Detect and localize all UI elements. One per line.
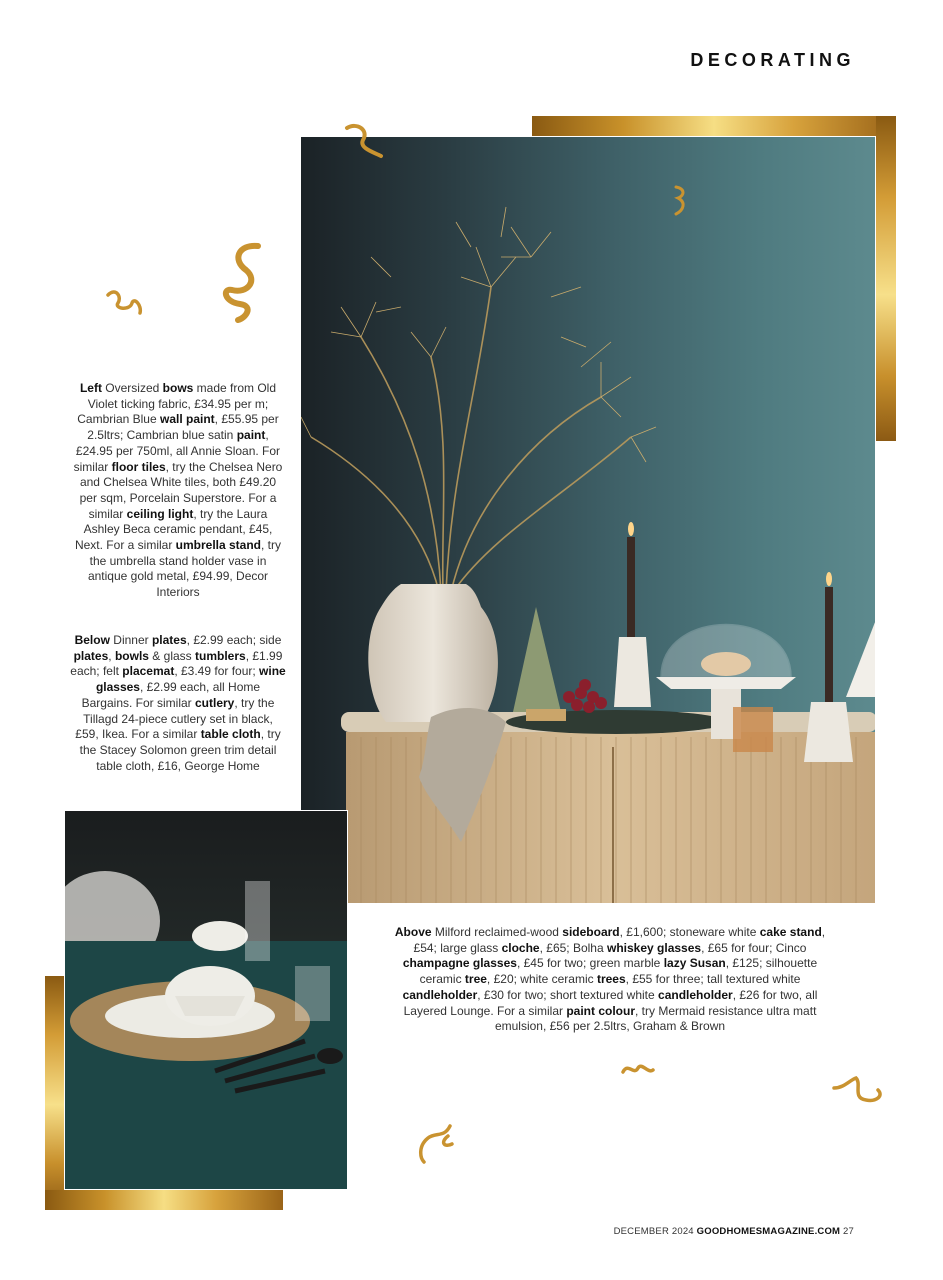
caption-text: Dinner [109, 633, 152, 647]
caption-text: Oversized [101, 381, 163, 395]
caption-text: , £2.99 each, all Home Bargains. For similar [81, 680, 261, 710]
caption-text: , try the Chelsea Nero and Chelsea White tiles, both £49.20 per sqm, Porcelain Superstore. For a similar [79, 459, 283, 521]
caption-product-term: wall paint [159, 412, 215, 427]
page-footer [614, 1226, 854, 1237]
caption-text: , £54; large glass [413, 925, 826, 955]
gold-ribbon-curl [670, 184, 692, 218]
caption-product-term: candleholder [402, 987, 478, 1002]
caption-text: , try the Laura Ashley Beca ceramic pendant, £45, Next. For a similar [74, 506, 273, 553]
caption-text: , £1.99 each; felt [70, 648, 283, 679]
issue-date: DECEMBER 2024 [613, 1226, 694, 1237]
caption-text: , try the Tillagd 24-piece cutlery set in black, £59, Ikea. For a similar [75, 695, 275, 742]
gold-ribbon-curl [414, 1122, 456, 1166]
gold-frame-bottom-left-horizontal [45, 1190, 283, 1210]
caption-product-term: champagne glasses [402, 956, 517, 971]
caption-text: , try the Stacey Solomon green trim detail table cloth, £16, George Home [79, 727, 281, 773]
caption-product-term: lazy Susan [663, 956, 726, 971]
caption-product-term: floor tiles [111, 459, 166, 474]
caption-product-term: trees [596, 972, 626, 987]
caption-product-term: candleholder [658, 987, 733, 1002]
caption-product-term: tree [464, 972, 487, 987]
caption-product-term: table cloth [200, 727, 261, 742]
section-title: DECORATING [690, 50, 855, 70]
caption-text: , £3.49 for four; [174, 664, 260, 679]
caption-product-term: sideboard [562, 925, 620, 939]
caption-product-term: plates [151, 633, 187, 647]
gold-ribbon-curl [104, 287, 146, 319]
caption-text: , £1,600; stoneware white [619, 925, 760, 939]
caption-product-term: cutlery [195, 695, 235, 710]
caption-above [385, 925, 835, 1035]
caption-product-term: whiskey glasses [607, 940, 702, 955]
caption-product-term: paint [236, 428, 266, 443]
caption-product-term: paint colour [566, 1003, 636, 1018]
caption-left [70, 381, 286, 601]
page-number: 27 [843, 1226, 854, 1237]
gold-ribbon-curl [218, 240, 266, 324]
main-photo [300, 136, 876, 904]
dining-table-photo [64, 810, 348, 1190]
caption-product-term: Above [394, 925, 432, 939]
caption-text: , £26 for two, all Layered Lounge. For a similar [403, 987, 818, 1018]
caption-text: , £24.95 per 750ml, all Annie Sloan. For similar [73, 428, 281, 474]
caption-product-term: cake stand [759, 925, 822, 939]
caption-below [70, 633, 286, 774]
caption-product-term: placemat [122, 664, 175, 679]
caption-product-term: plates [73, 648, 109, 663]
caption-text: , £30 for two; short textured white [477, 987, 659, 1002]
caption-product-term: umbrella stand [175, 538, 262, 553]
caption-text: , [108, 648, 115, 663]
caption-product-term: tumblers [195, 648, 246, 663]
caption-text: , £125; silhouette ceramic [419, 956, 818, 987]
gold-ribbon-curl [343, 122, 385, 162]
gold-ribbon-curl [832, 1074, 884, 1106]
gold-ribbon-curl [620, 1060, 656, 1080]
gold-frame-right [876, 116, 896, 441]
gold-frame-bottom-left-vertical [45, 976, 65, 1210]
caption-product-term: wine glasses [95, 664, 286, 695]
caption-product-term: Below [74, 633, 110, 647]
caption-text: , £20; white ceramic [486, 972, 597, 987]
caption-text: , £55 for three; tall textured white [625, 972, 801, 987]
caption-text: Milford reclaimed-wood [431, 925, 563, 939]
caption-product-term: ceiling light [126, 506, 194, 521]
caption-text: , try Mermaid resistance ultra matt emulsion, £56 per 2.5ltrs, Graham & Brown [494, 1003, 817, 1034]
caption-text: , £55.95 per 2.5ltrs; Cambrian blue satin [87, 412, 279, 443]
caption-text: , £65; Bolha [539, 940, 607, 955]
caption-product-term: bows [162, 381, 194, 395]
caption-text: , £65 for four; Cinco [701, 940, 807, 955]
caption-text: , £45 for two; green marble [516, 956, 664, 971]
magazine-website: GOODHOMESMAGAZINE.COM [696, 1226, 841, 1237]
caption-product-term: Left [79, 381, 102, 395]
caption-product-term: cloche [501, 940, 540, 955]
caption-text: made from Old Violet ticking fabric, £34.95 per m; Cambrian Blue [77, 381, 277, 427]
caption-text: , £2.99 each; side [186, 633, 282, 647]
caption-text: & glass [148, 648, 195, 663]
caption-product-term: bowls [114, 648, 149, 663]
caption-text: , try the umbrella stand holder vase in antique gold metal, £94.99, Decor Interiors [87, 538, 282, 600]
